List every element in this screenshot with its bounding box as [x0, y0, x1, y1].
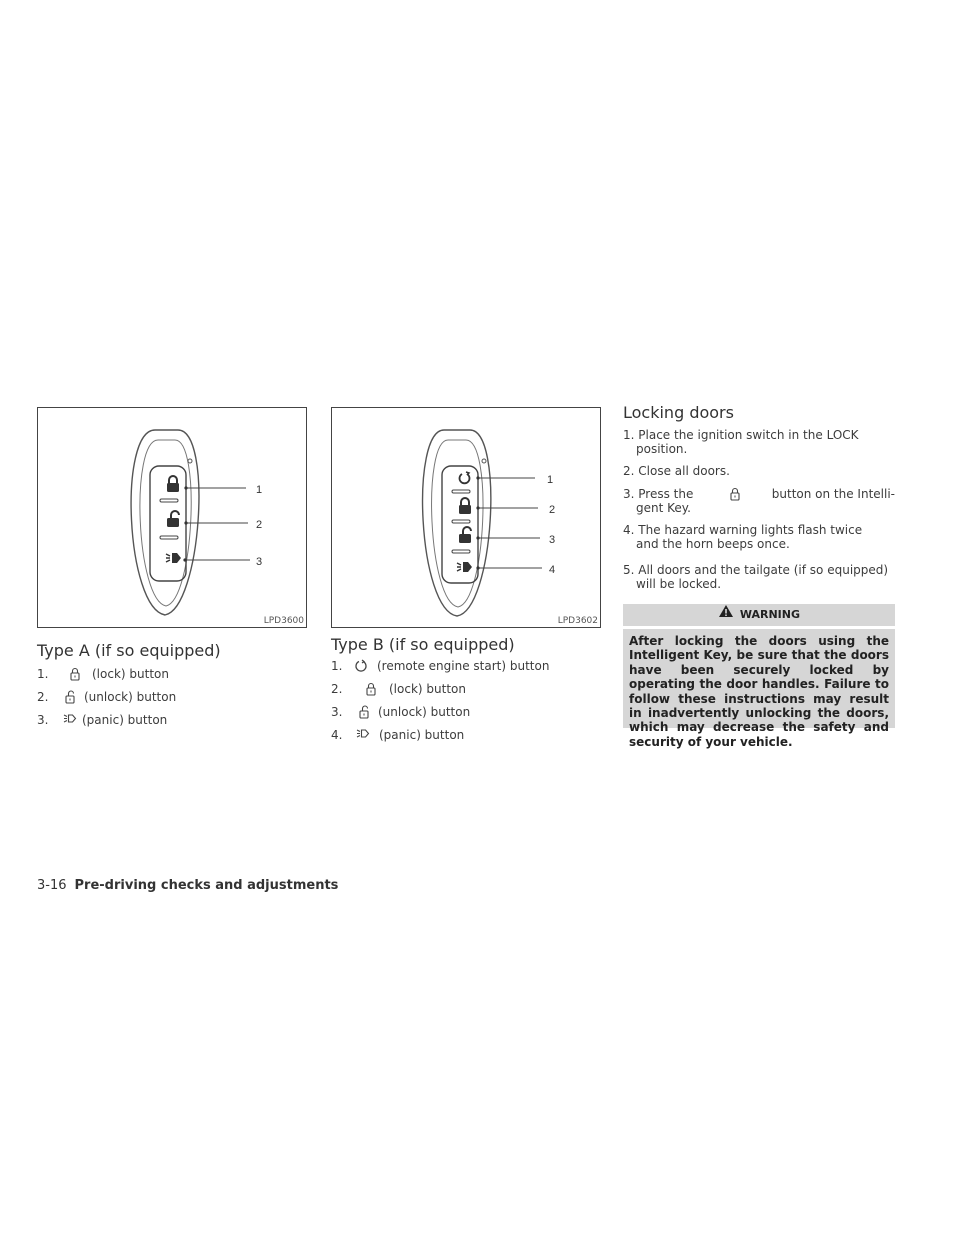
key-fob-type-b-illustration [332, 408, 602, 629]
type-b-item-4: 4. (panic) button [331, 728, 465, 742]
callout-4: 4 [549, 564, 556, 576]
page-number: 3-16 [37, 878, 67, 893]
locking-step-3: 3. Press the button on the Intelli- gent Key. [623, 487, 895, 515]
type-b-item-3: 3. (unlock) button [331, 705, 471, 719]
panic-icon [356, 728, 370, 740]
section-title: Pre-driving checks and adjustments [74, 878, 339, 893]
warning-triangle-icon [718, 604, 734, 626]
panic-icon [63, 713, 77, 725]
locking-doors-heading: Locking doors [623, 403, 734, 422]
type-a-heading: Type A (if so equipped) [37, 641, 221, 660]
figure-type-a [37, 407, 307, 628]
callout-1: 1 [547, 474, 554, 486]
callout-3: 3 [256, 556, 263, 568]
figure-code: LPD3602 [557, 616, 598, 626]
unlock-icon [359, 705, 369, 719]
fob-panic-button-icon [457, 562, 472, 572]
type-a-item-1: 1. (lock) button [37, 667, 169, 681]
fob-panic-button-icon [166, 553, 181, 563]
locking-step-5: 5. All doors and the tailgate (if so equipped) will be locked. [623, 563, 889, 591]
type-a-item-2: 2. (unlock) button [37, 690, 177, 704]
remote-start-icon [354, 659, 368, 673]
figure-type-b [331, 407, 601, 628]
warning-text: After locking the doors using the Intelligent Key, be sure that the doors have been securely locked by operating the door handles. Failure to follow these instructions may result in inadvertently unlocking the doors, which may decrease the safety and security of your vehicle. [623, 629, 895, 728]
unlock-icon [65, 690, 75, 704]
key-fob-type-a-illustration [38, 408, 308, 629]
fob-lock-button-icon [459, 498, 471, 514]
callout-3: 3 [549, 534, 556, 546]
type-b-item-2: 2. (lock) button [331, 682, 466, 696]
callout-2: 2 [256, 519, 263, 531]
fob-lock-button-icon [167, 476, 179, 492]
locking-step-1: 1. Place the ignition switch in the LOCK position. [623, 428, 859, 456]
locking-step-4: 4. The hazard warning lights flash twice and the horn beeps once. [623, 523, 863, 551]
lock-icon [70, 667, 80, 681]
callout-1: 1 [256, 484, 263, 496]
type-b-heading: Type B (if so equipped) [331, 635, 515, 654]
type-b-item-1: 1. (remote engine start) button [331, 659, 550, 673]
fob-unlock-button-icon [167, 511, 179, 527]
lock-icon [730, 487, 740, 504]
figure-code: LPD3600 [263, 616, 304, 626]
warning-header: WARNING [623, 604, 895, 626]
page-footer [37, 878, 338, 893]
locking-step-2: 2. Close all doors. [623, 464, 730, 478]
lock-icon [366, 682, 376, 696]
callout-2: 2 [549, 504, 556, 516]
fob-unlock-button-icon [459, 527, 471, 543]
fob-remote-start-button-icon [460, 472, 470, 483]
type-a-item-3: 3. (panic) button [37, 713, 168, 727]
